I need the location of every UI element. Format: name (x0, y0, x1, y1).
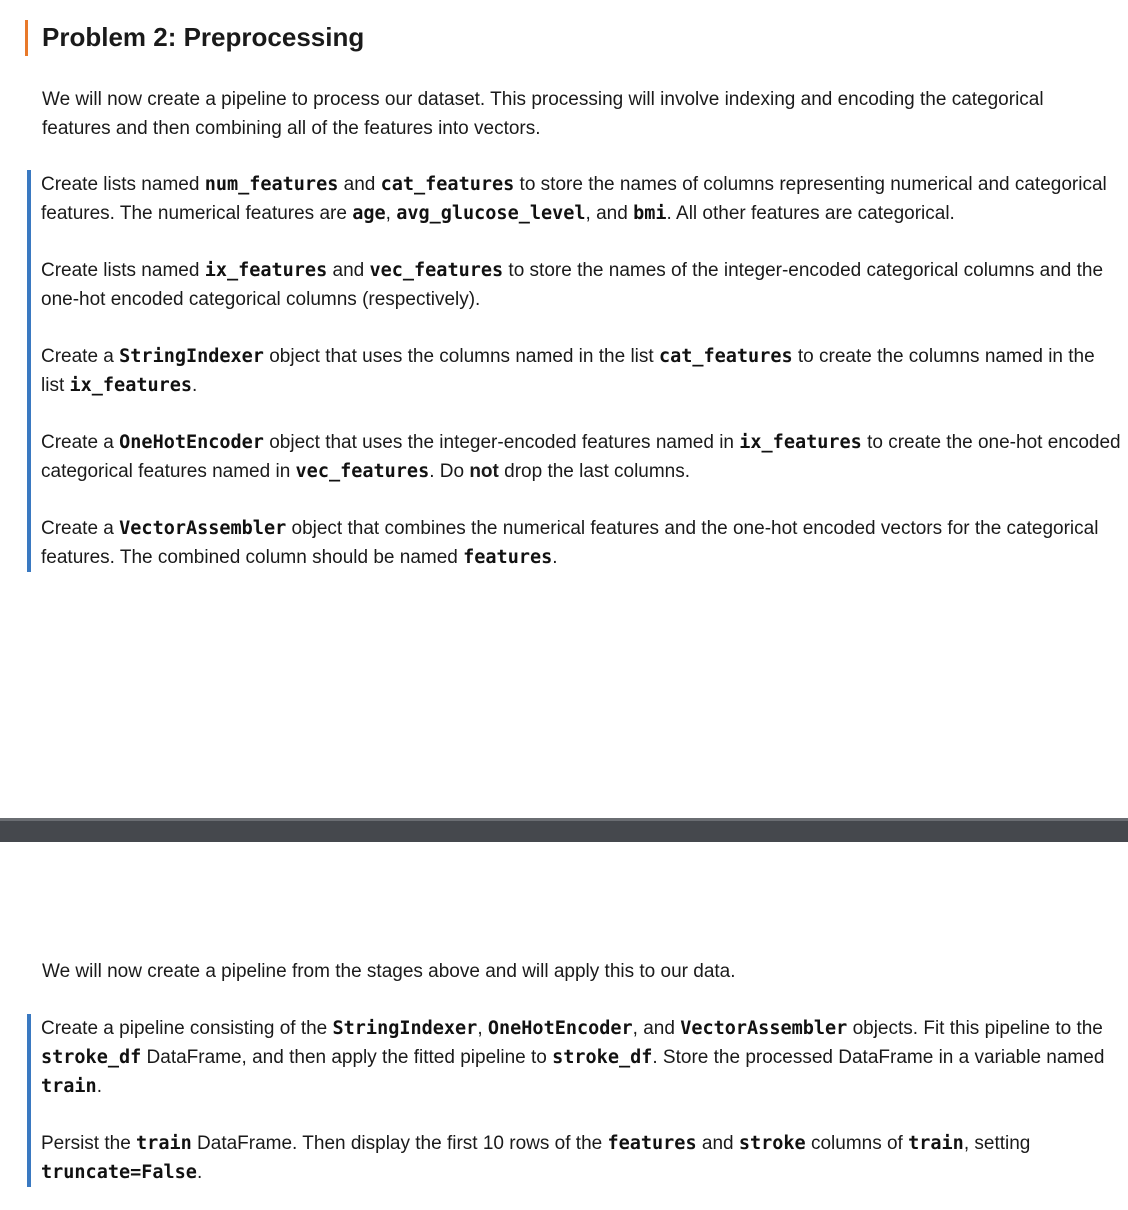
instruction-lists: Create lists named num_features and cat_features to store the names of columns representing numerical and categorical features. The numerical features are age, avg_glucose_level, and bmi. All other features are categorical. (41, 174, 1107, 224)
instruction-ix-vec-lists: Create lists named ix_features and vec_features to store the names of the integer-encoded categorical columns and the one-hot encoded categorical columns (respectively). (41, 260, 1104, 310)
instruction-string-indexer: Create a StringIndexer object that uses the columns named in the list cat_features to create the columns named in the list ix_features. (41, 346, 1095, 396)
instructions-block-1 (27, 170, 1121, 572)
instruction-one-hot-encoder: Create a OneHotEncoder object that uses the integer-encoded features named in ix_features to create the one-hot encoded categorical features named in vec_features. Do not drop the last columns. (41, 432, 1121, 482)
cell-divider (0, 818, 1128, 842)
instruction-pipeline: Create a pipeline consisting of the StringIndexer, OneHotEncoder, and VectorAssembler objects. Fit this pipeline to the stroke_df DataFrame, and then apply the fitted pipeline to stroke_df. Store the processed DataFrame in a variable named train. (41, 1018, 1105, 1097)
pipeline-intro-paragraph: We will now create a pipeline from the stages above and will apply this to our data. (42, 961, 736, 982)
instruction-vector-assembler: Create a VectorAssembler object that combines the numerical features and the one-hot encoded vectors for the categorical features. The combined column should be named features. (41, 518, 1099, 568)
instructions-block-2 (27, 1014, 1121, 1187)
problem-title: Problem 2: Preprocessing (42, 22, 365, 52)
intro-paragraph: We will now create a pipeline to process our dataset. This processing will involve indexing and encoding the categorical features and then combining all of the features into vectors. (42, 89, 1044, 139)
heading-accent-bar (25, 20, 28, 56)
instruction-persist: Persist the train DataFrame. Then display the first 10 rows of the features and stroke columns of train, setting truncate=False. (41, 1133, 1031, 1183)
